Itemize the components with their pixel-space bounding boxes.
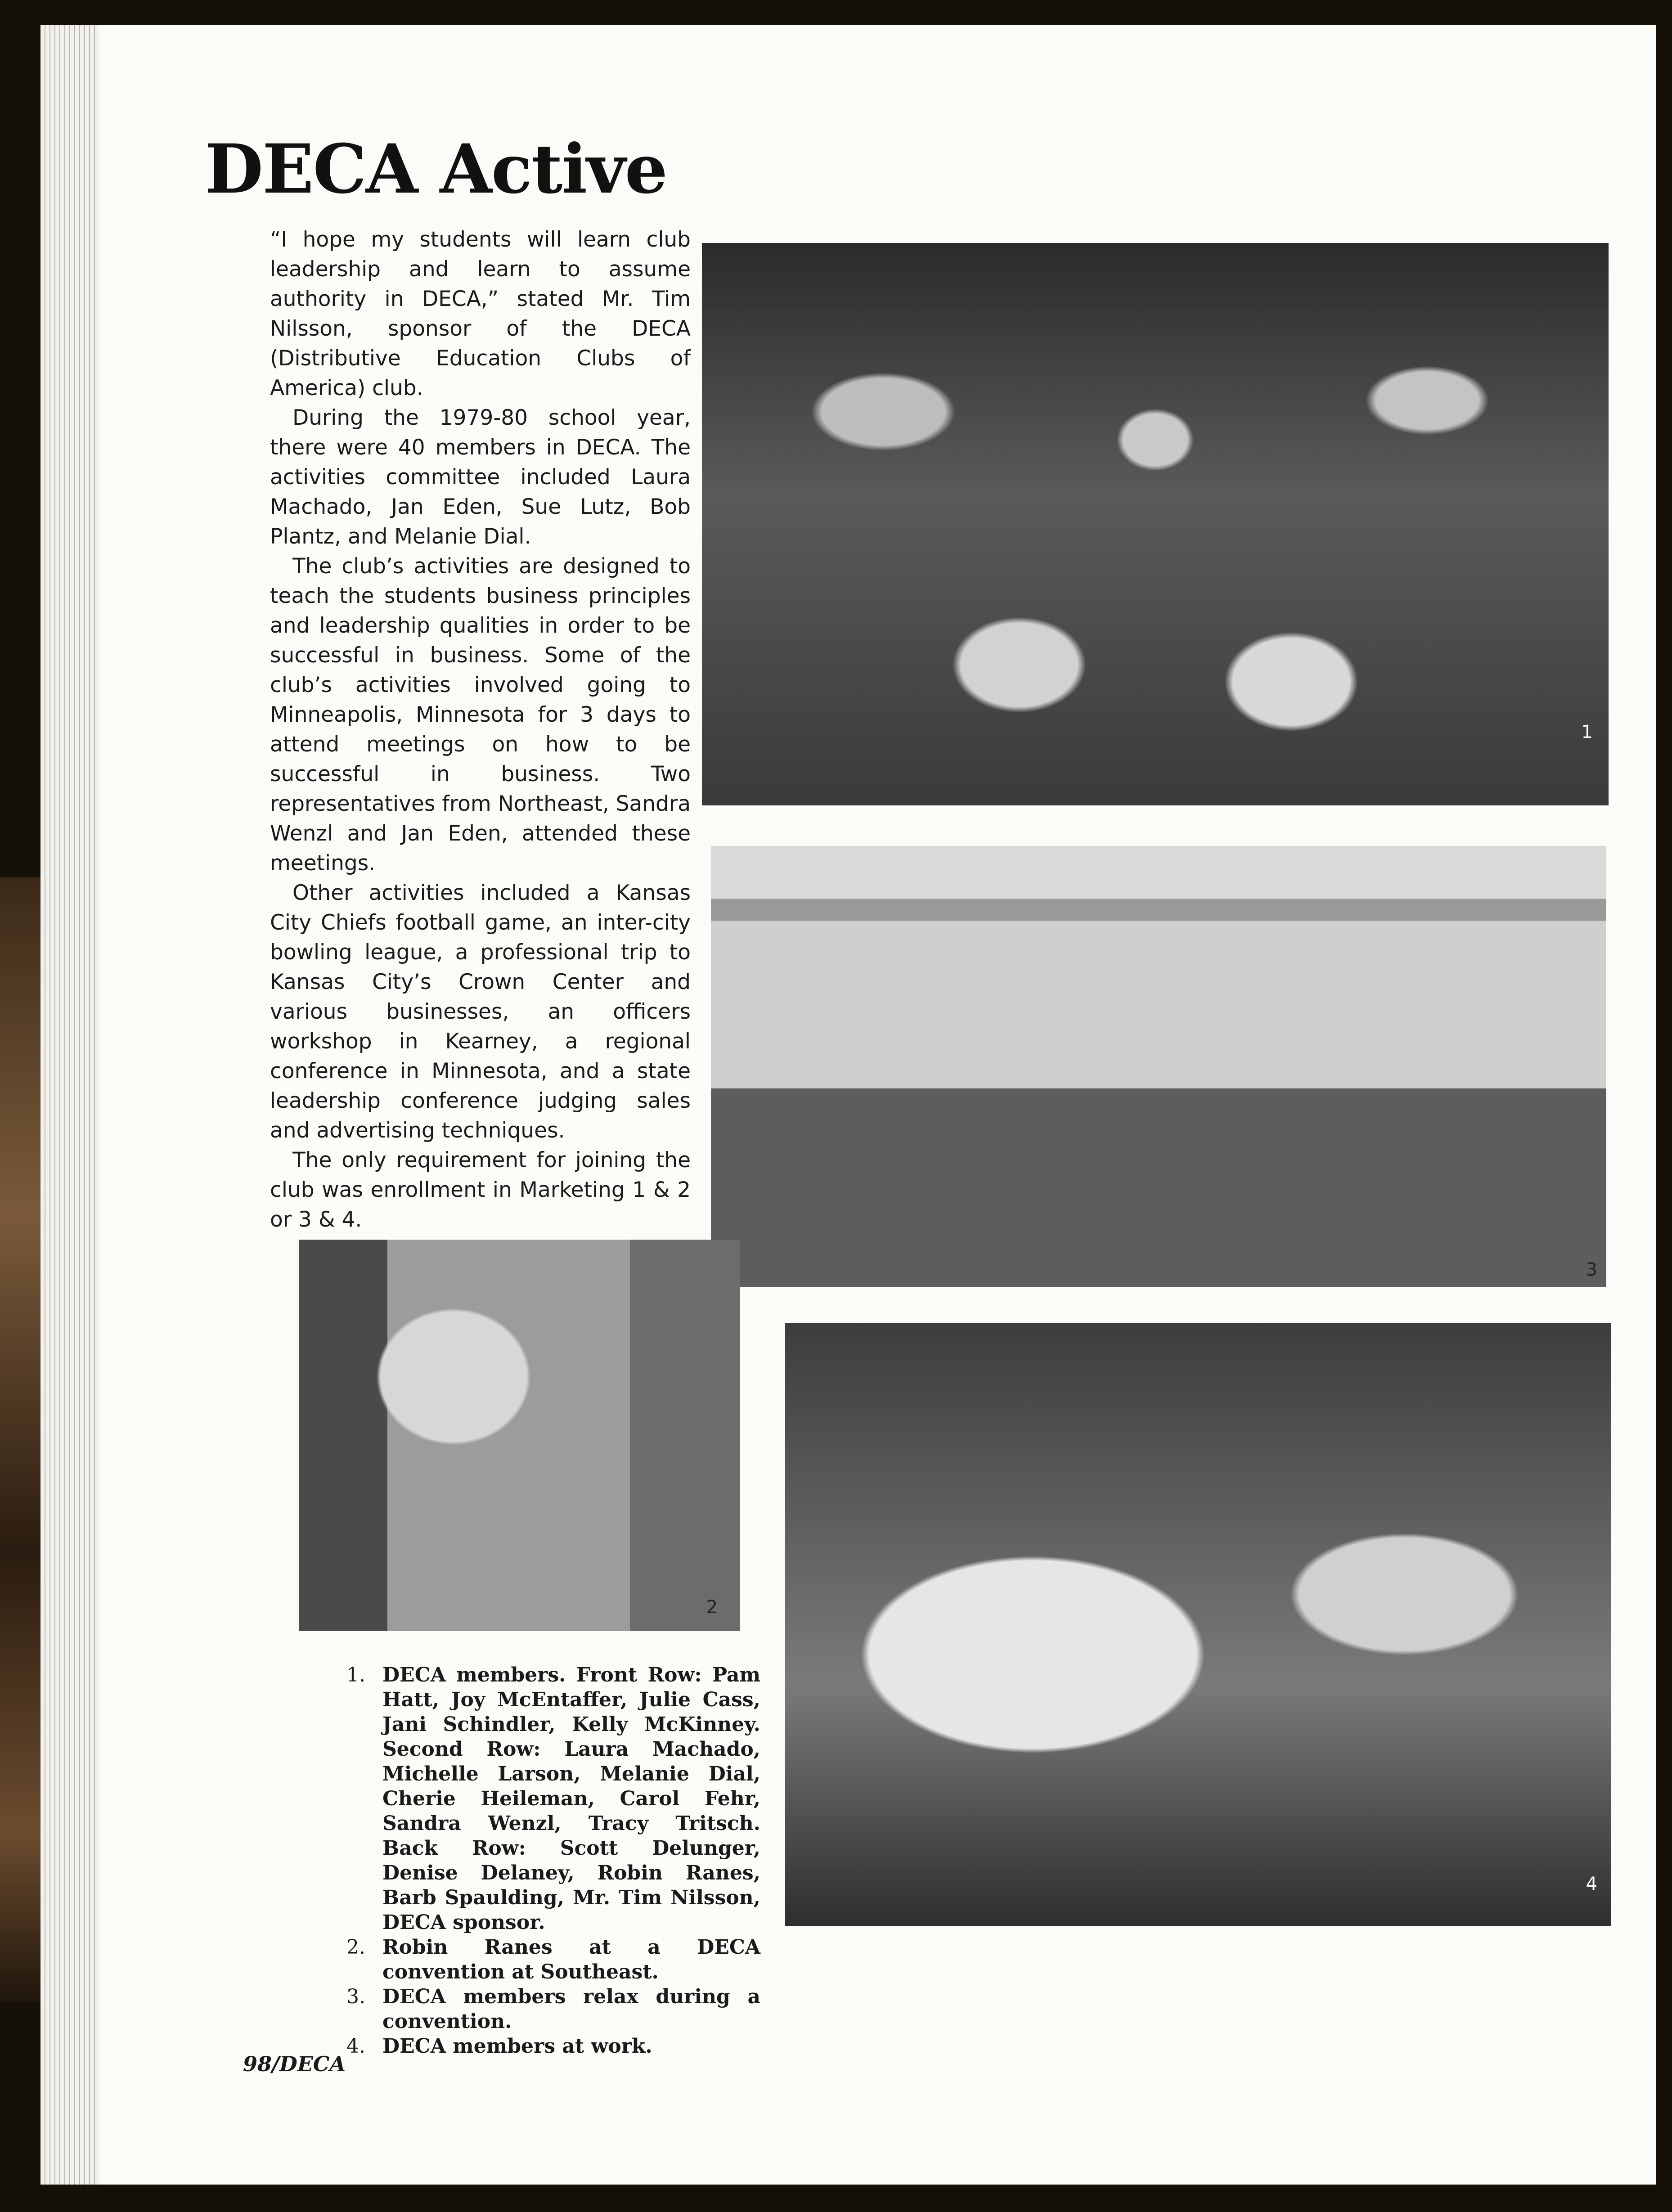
article-paragraph: Other activities included a Kansas City Chiefs football game, an inter-city bowling league, a professional trip to Kansas City’s Crown Center and various businesses, an officers workshop in Kearney, a regional conference in Minnesota, and a state leadership conference judging sales and advertising techniques. bbox=[270, 881, 691, 1143]
caption-number: 3. bbox=[346, 1985, 365, 2008]
book-spine bbox=[0, 877, 40, 2002]
caption-number: 4. bbox=[346, 2035, 365, 2058]
caption-number: 1. bbox=[346, 1663, 365, 1686]
page-edges bbox=[40, 25, 99, 2185]
caption-item bbox=[342, 1935, 760, 1984]
caption-text: DECA members. Front Row: Pam Hatt, Joy McEntaffer, Julie Cass, Jani Schindler, Kelly McKinney. Second Row: Laura Machado, Michelle Larson, Melanie Dial, Cherie Heileman, Carol Fehr, Sandra Wenzl, Tracy Tritsch. Back Row: Scott Delunger, Denise Delaney, Robin Ranes, Barb Spaulding, Mr. Tim Nilsson, DECA sponsor. bbox=[382, 1663, 760, 1934]
photo-number: 4 bbox=[1586, 1874, 1597, 1894]
caption-item bbox=[342, 2034, 760, 2059]
article-paragraph: “I hope my students will learn club leadership and learn to assume authority in DECA,” stated Mr. Tim Nilsson, sponsor of the DECA (Distributive Education Clubs of America) club. bbox=[270, 227, 691, 400]
convention-photo bbox=[711, 846, 1606, 1287]
robin-ranes-photo bbox=[299, 1240, 740, 1631]
caption-item bbox=[342, 1663, 760, 1935]
article-paragraph: During the 1979-80 school year, there were 40 members in DECA. The activities committee included Laura Machado, Jan Eden, Sue Lutz, Bob Plantz, and Melanie Dial. bbox=[270, 405, 691, 549]
caption-text: Robin Ranes at a DECA convention at Southeast. bbox=[382, 1936, 760, 1983]
group-photo bbox=[702, 243, 1609, 805]
caption-text: DECA members at work. bbox=[382, 2035, 652, 2058]
photo-number: 3 bbox=[1586, 1259, 1597, 1280]
photo-number: 1 bbox=[1581, 722, 1593, 742]
article-paragraph: The club’s activities are designed to teach the students business principles and leadership qualities in order to be successful in business. Some of the club’s activities involved going to Minneapolis, Minnesota for 3 days to attend meetings on how to be successful in business. Two representatives from Northeast, Sandra Wenzl and Jan Eden, attended these meetings. bbox=[270, 554, 691, 876]
page-folio: 98/DECA bbox=[243, 2052, 346, 2076]
article-body bbox=[270, 225, 691, 1235]
page-title: DECA Active bbox=[205, 130, 667, 209]
caption-text: DECA members relax during a convention. bbox=[382, 1985, 760, 2033]
article-paragraph: The only requirement for joining the club was enrollment in Marketing 1 & 2 or 3 & 4. bbox=[270, 1148, 691, 1232]
caption-number: 2. bbox=[346, 1936, 365, 1959]
members-at-work-photo bbox=[785, 1323, 1611, 1926]
photo-number: 2 bbox=[706, 1597, 718, 1618]
photo-captions bbox=[342, 1663, 760, 2059]
caption-item bbox=[342, 1984, 760, 2034]
